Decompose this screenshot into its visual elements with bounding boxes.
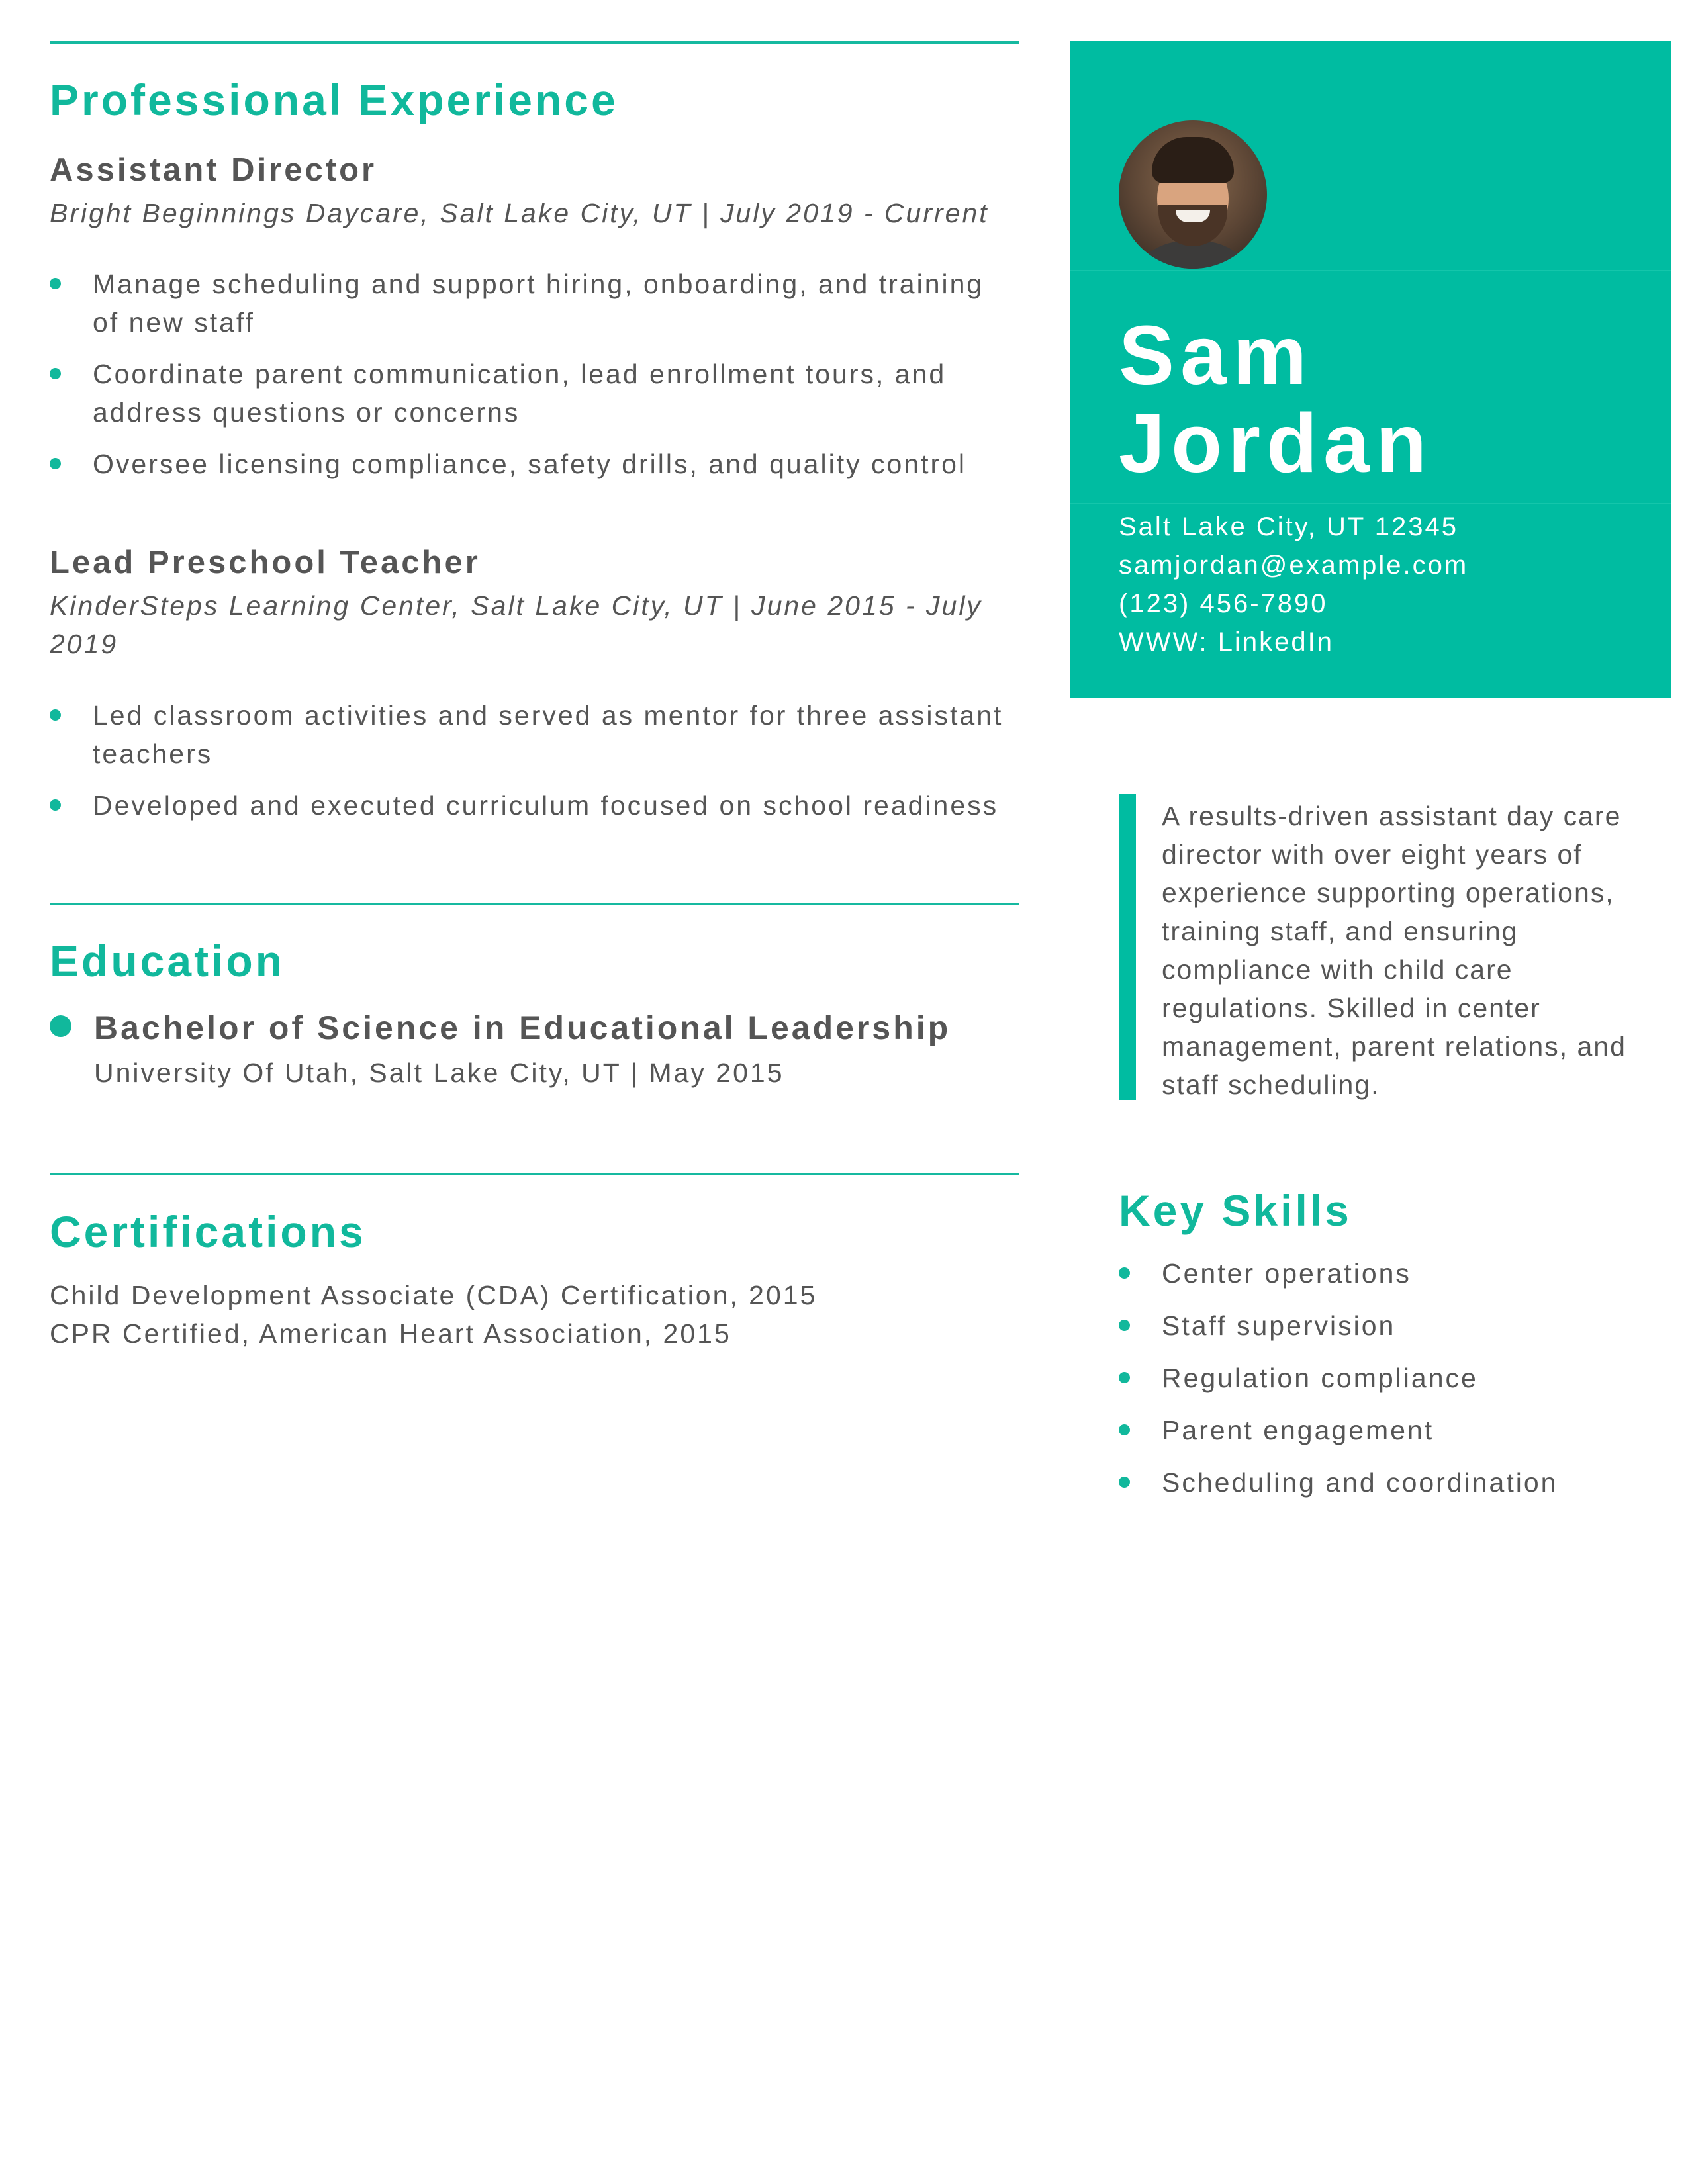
contact-location: Salt Lake City, UT 12345 [1119, 512, 1458, 541]
list-item: Coordinate parent communication, lead enrollment tours, and address questions or concerns [0, 355, 1019, 432]
list-item: Manage scheduling and support hiring, onboarding, and training of new staff [0, 265, 1019, 341]
certification-item: Child Development Associate (CDA) Certification, 2015 [50, 1280, 818, 1310]
job-bullets [0, 696, 1019, 825]
bullet-icon [1119, 1477, 1130, 1488]
bullet-icon [1119, 1320, 1130, 1331]
bullet-icon [50, 278, 61, 289]
contact-phone: (123) 456-7890 [1119, 589, 1328, 618]
bullet-icon [1119, 1424, 1130, 1435]
section-divider [50, 41, 1019, 44]
list-item: Staff supervision [1119, 1306, 1558, 1359]
list-item: Center operations [1119, 1254, 1558, 1306]
list-item: Scheduling and coordination [1119, 1463, 1558, 1516]
list-item: Regulation compliance [1119, 1359, 1558, 1411]
skills-list [1119, 1254, 1558, 1516]
section-divider [50, 903, 1019, 905]
panel-divider [1070, 270, 1671, 271]
section-divider [50, 1173, 1019, 1175]
bullet-icon [1119, 1372, 1130, 1383]
job-bullets [0, 265, 1019, 483]
experience-heading: Professional Experience [50, 75, 618, 124]
education-heading: Education [50, 936, 285, 985]
summary-accent-bar [1119, 794, 1136, 1100]
contact-email[interactable]: samjordan@example.com [1119, 551, 1469, 580]
list-item: Developed and executed curriculum focused on school readiness [0, 786, 1019, 825]
bullet-icon [50, 709, 61, 721]
profile-first-name: Sam [1119, 308, 1313, 402]
list-item: Oversee licensing compliance, safety drills, and quality control [0, 445, 1019, 483]
list-item: Parent engagement [1119, 1411, 1558, 1463]
certifications-heading: Certifications [50, 1207, 366, 1256]
panel-divider [1070, 503, 1671, 504]
bullet-icon [50, 1015, 71, 1037]
job-meta: Bright Beginnings Daycare, Salt Lake City, UT | July 2019 - Current [50, 198, 989, 228]
profile-last-name: Jordan [1119, 396, 1433, 490]
skills-heading: Key Skills [1119, 1186, 1352, 1235]
education-degree: Bachelor of Science in Educational Leadership [94, 1009, 951, 1046]
certification-item: CPR Certified, American Heart Association, 2015 [50, 1318, 731, 1349]
summary-text: A results-driven assistant day care director with over eight years of experience supporting operations, training staff, and ensuring compliance with child care regulations. Skilled in center management, parent relations, and staff scheduling. [1162, 801, 1626, 1100]
bullet-icon [50, 458, 61, 469]
avatar [1119, 120, 1267, 269]
education-school: University Of Utah, Salt Lake City, UT | May 2015 [94, 1058, 784, 1088]
contact-website-link[interactable]: WWW: LinkedIn [1119, 627, 1334, 657]
job-title: Lead Preschool Teacher [50, 545, 481, 580]
bullet-icon [1119, 1267, 1130, 1279]
job-meta: KinderSteps Learning Center, Salt Lake City, UT | June 2015 - July 2019 [50, 590, 982, 659]
bullet-icon [50, 799, 61, 811]
job-title: Assistant Director [50, 152, 377, 188]
bullet-icon [50, 368, 61, 379]
list-item: Led classroom activities and served as mentor for three assistant teachers [0, 696, 1019, 773]
